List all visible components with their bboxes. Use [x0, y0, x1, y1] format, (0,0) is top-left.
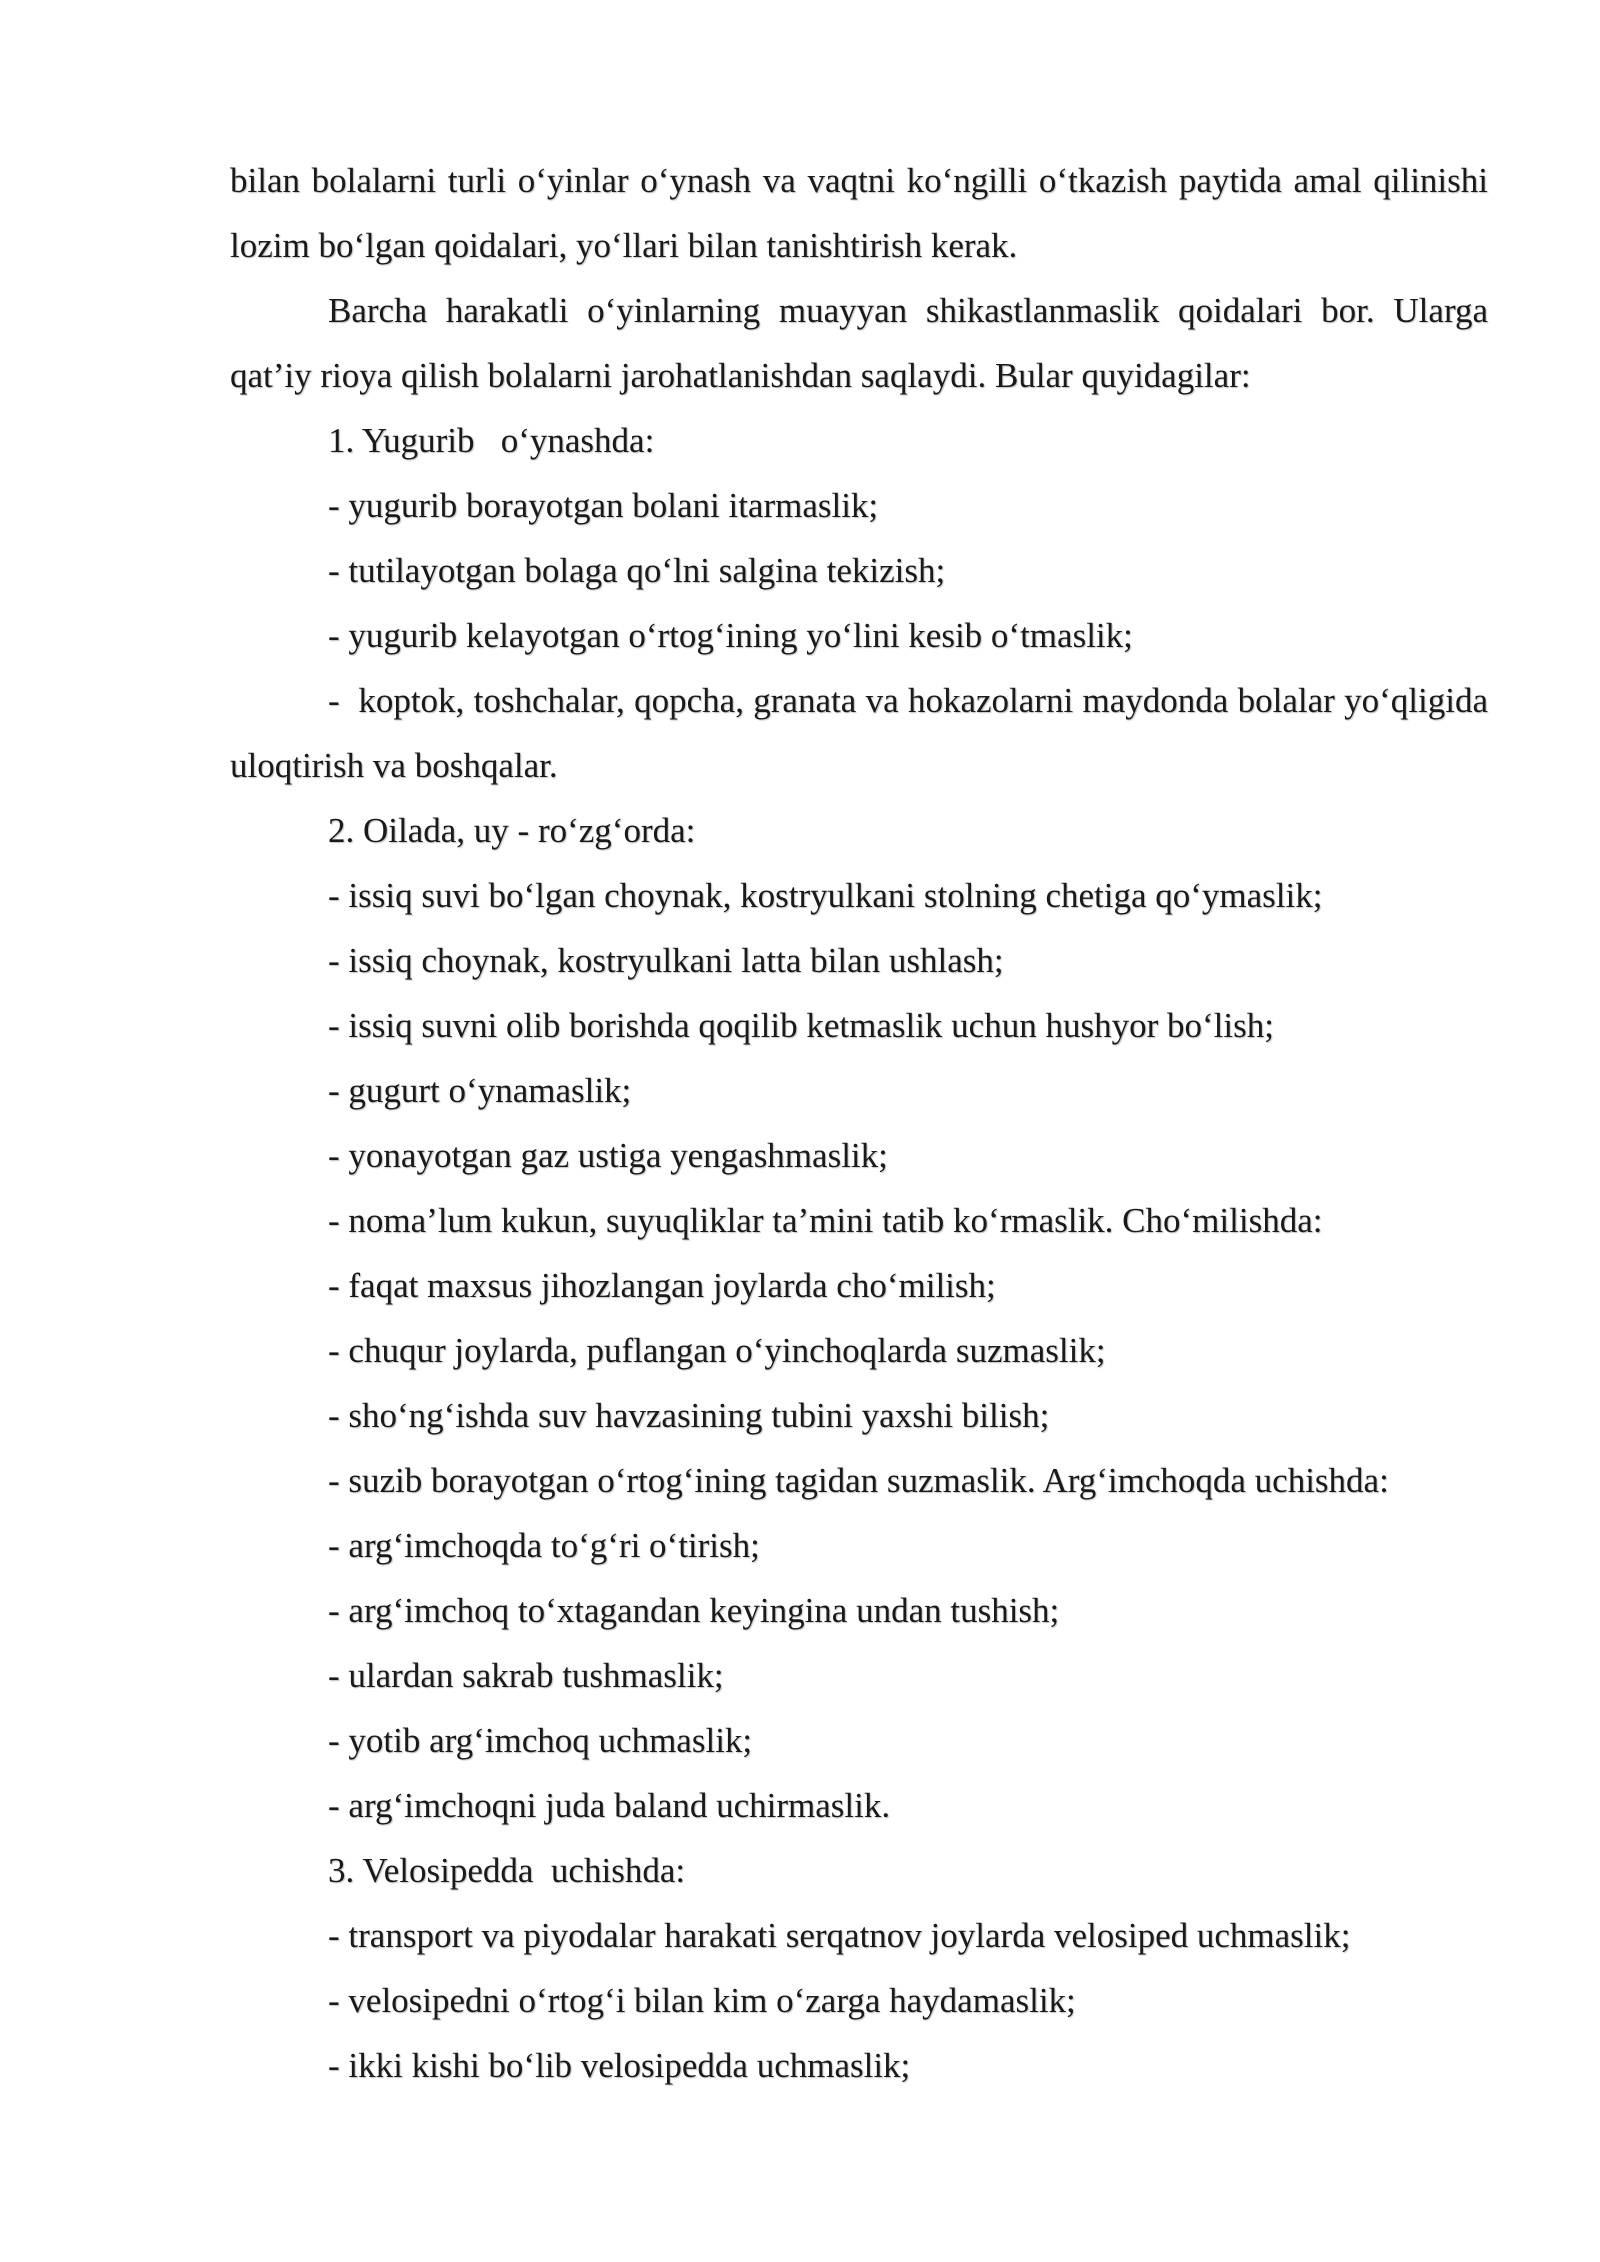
list-item: - noma’lum kukun, suyuqliklar ta’mini tatib ko‘rmaslik. Cho‘milishda: — [328, 1201, 1323, 1240]
list-item: - issiq suvi bo‘lgan choynak, kostryulkani stolning chetiga qo‘ymaslik; — [328, 876, 1323, 915]
list-item: - faqat maxsus jihozlangan joylarda cho‘milish; — [328, 1266, 996, 1305]
list-item: - yugurib kelayotgan o‘rtog‘ining yo‘lini kesib o‘tmaslik; — [328, 616, 1133, 655]
paragraph-intro-continuation: bilan bolalarni turli o‘yinlar o‘ynash va vaqtni ko‘ngilli o‘tkazish paytida amal qilinishi lozim bo‘lgan qoidalari, yo‘llari bilan tanishtirish kerak. — [230, 161, 1488, 265]
section-heading-running-games: 1. Yugurib o‘ynashda: — [328, 421, 655, 460]
list-item: - arg‘imchoq to‘xtagandan keyingina undan tushish; — [328, 1591, 1060, 1630]
list-item: - chuqur joylarda, puflangan o‘yinchoqlarda suzmaslik; — [328, 1331, 1106, 1370]
list-item: - ikki kishi bo‘lib velosipedda uchmaslik; — [328, 2046, 911, 2085]
list-item: - ulardan sakrab tushmaslik; — [328, 1656, 724, 1695]
document-body — [230, 148, 1497, 2098]
list-item: - arg‘imchoqni juda baland uchirmaslik. — [328, 1786, 891, 1825]
section-heading-cycling: 3. Velosipedda uchishda: — [328, 1851, 686, 1890]
list-item: - issiq choynak, kostryulkani latta bilan ushlash; — [328, 941, 1004, 980]
list-item: - tutilayotgan bolaga qo‘lni salgina tekizish; — [328, 551, 946, 590]
list-item: - transport va piyodalar harakati serqatnov joylarda velosiped uchmaslik; — [328, 1916, 1351, 1955]
list-item: - yonayotgan gaz ustiga yengashmaslik; — [328, 1136, 888, 1175]
list-item: - koptok, toshchalar, qopcha, granata va hokazolarni maydonda bolalar yo‘qligida uloqtirish va boshqalar. — [230, 681, 1497, 785]
list-item: - suzib borayotgan o‘rtog‘ining tagidan suzmaslik. Arg‘imchoqda uchishda: — [328, 1461, 1389, 1500]
list-item: - velosipedni o‘rtog‘i bilan kim o‘zarga haydamaslik; — [328, 1981, 1076, 2020]
paragraph-rules-intro: Barcha harakatli o‘yinlarning muayyan shikastlanmaslik qoidalari bor. Ularga qat’iy rioya qilish bolalarni jarohatlanishdan saqlaydi. Bular quyidagilar: — [230, 291, 1488, 395]
list-item: - issiq suvni olib borishda qoqilib ketmaslik uchun hushyor bo‘lish; — [328, 1006, 1274, 1045]
list-item: - sho‘ng‘ishda suv havzasining tubini yaxshi bilish; — [328, 1396, 1050, 1435]
list-item: - yotib arg‘imchoq uchmaslik; — [328, 1721, 753, 1760]
list-item: - arg‘imchoqda to‘g‘ri o‘tirish; — [328, 1526, 760, 1565]
list-item: - gugurt o‘ynamaslik; — [328, 1071, 632, 1110]
list-item: - yugurib borayotgan bolani itarmaslik; — [328, 486, 879, 525]
section-heading-household: 2. Oilada, uy - ro‘zg‘orda: — [328, 811, 696, 850]
